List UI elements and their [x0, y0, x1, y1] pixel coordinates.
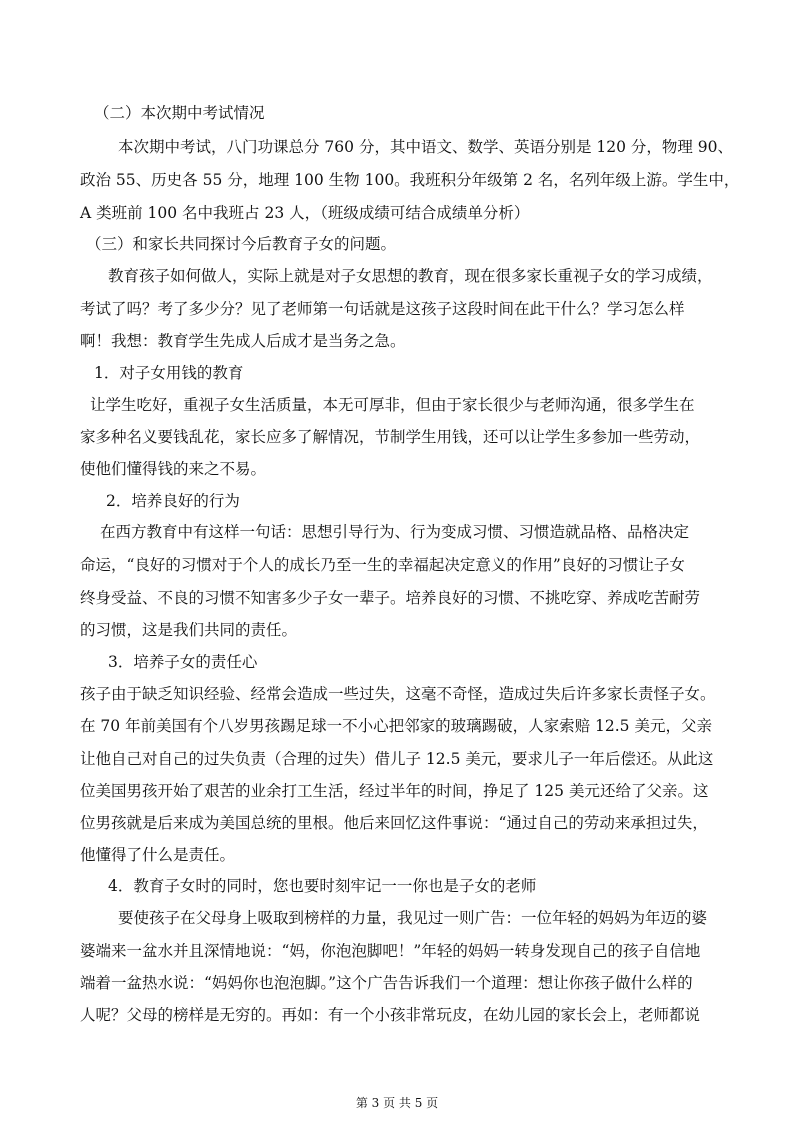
paragraph-line: 端着一盆热水说：“妈妈你也泡泡脚。”这个广告告诉我们一个道理：想让你孩子做什么样的	[80, 974, 693, 992]
paragraph-line: 啊！我想：教育学生先成人后成才是当务之急。	[80, 332, 406, 350]
item-heading-behavior: 2．培养良好的行为	[106, 492, 240, 510]
paragraph-line: A 类班前 100 名中我班占 23 人，（班级成绩可结合成绩单分析）	[80, 204, 530, 222]
paragraph-line: 让他自己对自己的过失负责（合理的过失）借儿子 12.5 美元，要求儿子一年后偿还。从此这	[80, 750, 714, 768]
paragraph-line: 命运，“良好的习惯对于个人的成长乃至一生的幸福起决定意义的作用”良好的习惯让子女	[80, 556, 685, 574]
paragraph-line: 本次期中考试，八门功课总分 760 分，其中语文、数学、英语分别是 120 分，物理 90、	[118, 138, 734, 156]
paragraph-line: 孩子由于缺乏知识经验、经常会造成一些过失，这毫不奇怪，造成过失后许多家长责怪子女。	[80, 685, 716, 703]
paragraph-line: 他懂得了什么是责任。	[80, 846, 236, 864]
paragraph-line: 在西方教育中有这样一句话：思想引导行为、行为变成习惯、习惯造就品格、品格决定	[100, 523, 690, 541]
page-number-footer: 第 3 页 共 5 页	[355, 1096, 439, 1110]
section-heading-discussion: （三）和家长共同探讨今后教育子女的问题。	[86, 235, 397, 253]
paragraph-line: 家多种名义要钱乱花，家长应多了解情况，节制学生用钱，还可以让学生多参加一些劳动，	[80, 428, 701, 446]
paragraph-line: 位男孩就是后来成为美国总统的里根。他后来回忆这件事说：“通过自己的劳动来承担过失，	[80, 814, 708, 832]
paragraph-line: 终身受益、不良的习惯不知害多少子女一辈子。培养良好的习惯、不挑吃穿、养成吃苦耐劳	[80, 589, 701, 607]
item-heading-responsibility: 3．培养子女的责任心	[108, 653, 258, 671]
item-heading-role-model: 4．教育子女时的同时，您也要时刻牢记一一你也是子女的老师	[108, 877, 537, 895]
paragraph-line: 要使孩子在父母身上吸取到榜样的力量，我见过一则广告：一位年轻的妈妈为年迈的婆	[118, 909, 708, 927]
paragraph-line: 教育孩子如何做人，实际上就是对子女思想的教育，现在很多家长重视子女的学习成绩，	[108, 267, 713, 285]
paragraph-line: 婆端来一盆水并且深情地说：“妈，你泡泡脚吧！”年轻的妈妈一转身发现自己的孩子自信地	[80, 942, 701, 960]
section-heading-midterm: （二）本次期中考试情况	[94, 104, 265, 122]
paragraph-line: 位美国男孩开始了艰苦的业余打工生活，经过半年的时间，挣足了 125 美元还给了父亲。这	[80, 782, 709, 800]
paragraph-line: 让学生吃好，重视子女生活质量，本无可厚非，但由于家长很少与老师沟通，很多学生在	[90, 396, 695, 414]
paragraph-line: 的习惯，这是我们共同的责任。	[80, 621, 298, 639]
paragraph-line: 使他们懂得钱的来之不易。	[80, 460, 267, 478]
paragraph-line: 政治 55、历史各 55 分，地理 100 生物 100。我班积分年级第 2 名，名列年级上游。学生中，	[80, 171, 740, 189]
paragraph-line: 人呢？父母的榜样是无穷的。再如：有一个小孩非常玩皮，在幼儿园的家长会上，老师都说	[80, 1006, 701, 1024]
paragraph-line: 考试了吗？考了多少分？见了老师第一句话就是这孩子这段时间在此干什么？学习怎么样	[80, 300, 685, 318]
item-heading-money: 1．对子女用钱的教育	[94, 364, 244, 382]
paragraph-line: 在 70 年前美国有个八岁男孩踢足球一不小心把邻家的玻璃踢破，人家索赔 12.5 美元，父亲	[80, 717, 712, 735]
